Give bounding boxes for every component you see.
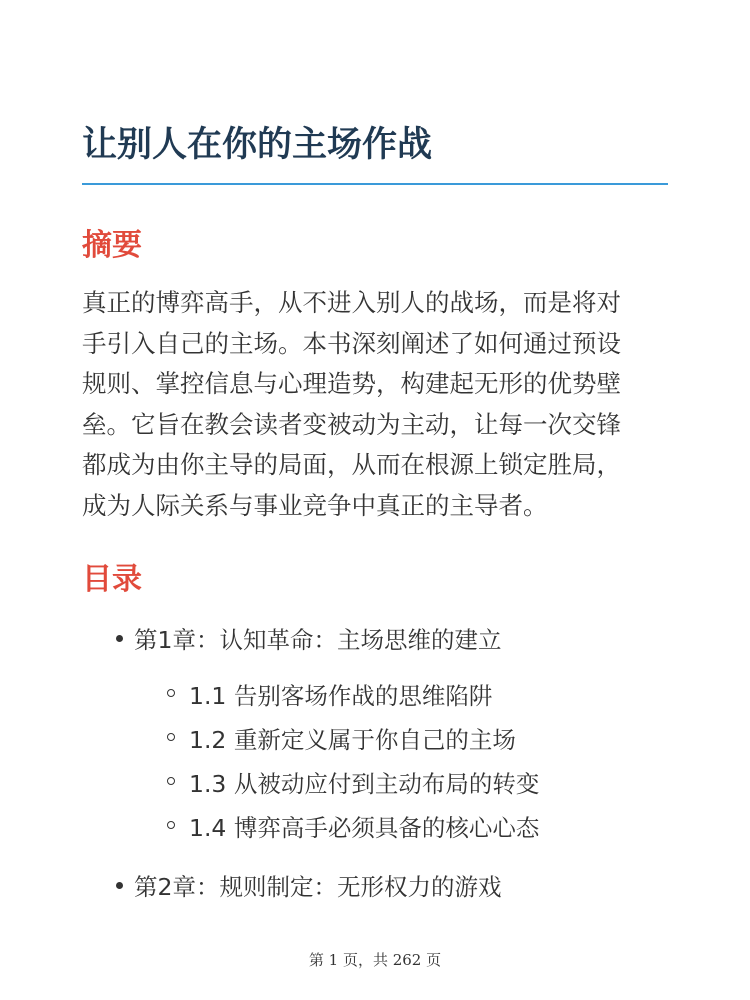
toc-section-label: 1.1 告别客场作战的思维陷阱 [189, 682, 493, 710]
bullet-circle-icon [167, 777, 175, 785]
abstract-line: 真正的博弈高手，从不进入别人的战场，而是将对 [82, 288, 621, 317]
document-title: 让别人在你的主场作战 [82, 125, 433, 165]
toc-heading: 目录 [82, 562, 142, 597]
toc-section-1-2[interactable] [189, 721, 516, 755]
title-divider [82, 183, 668, 185]
abstract-line: 手引入自己的主场。本书深刻阐述了如何通过预设 [82, 328, 621, 358]
toc-section-1-1[interactable] [189, 677, 492, 711]
toc-section-label: 1.4 博弈高手必须具备的核心心态 [189, 814, 540, 842]
abstract-paragraph [82, 283, 668, 526]
abstract-line: 垒。它旨在教会读者变被动为主动，让每一次交锋 [82, 409, 621, 439]
abstract-heading: 摘要 [82, 228, 142, 263]
toc-chapter-label: 第2章：规则制定：无形权力的游戏 [134, 873, 502, 901]
bullet-circle-icon [167, 821, 175, 829]
bullet-dot-icon [116, 635, 123, 642]
bullet-circle-icon [167, 733, 175, 741]
abstract-line: 都成为由你主导的局面，从而在根源上锁定胜局， [82, 450, 621, 479]
abstract-line: 规则、掌控信息与心理造势，构建起无形的优势壁 [82, 369, 621, 398]
bullet-circle-icon [167, 689, 175, 697]
abstract-line: 成为人际关系与事业竞争中真正的主导者。 [82, 490, 548, 520]
bullet-dot-icon [116, 882, 123, 889]
toc-section-label: 1.2 重新定义属于你自己的主场 [189, 726, 516, 754]
toc-section-1-4[interactable] [189, 809, 539, 843]
toc-chapter-1[interactable] [134, 621, 501, 655]
toc-section-1-3[interactable] [189, 765, 539, 799]
toc-chapter-label: 第1章：认知革命：主场思维的建立 [134, 626, 502, 654]
toc-chapter-2[interactable] [134, 868, 501, 902]
toc-section-label: 1.3 从被动应付到主动布局的转变 [189, 770, 540, 798]
page-footer: 第 1 页，共 262 页 [308, 951, 442, 969]
